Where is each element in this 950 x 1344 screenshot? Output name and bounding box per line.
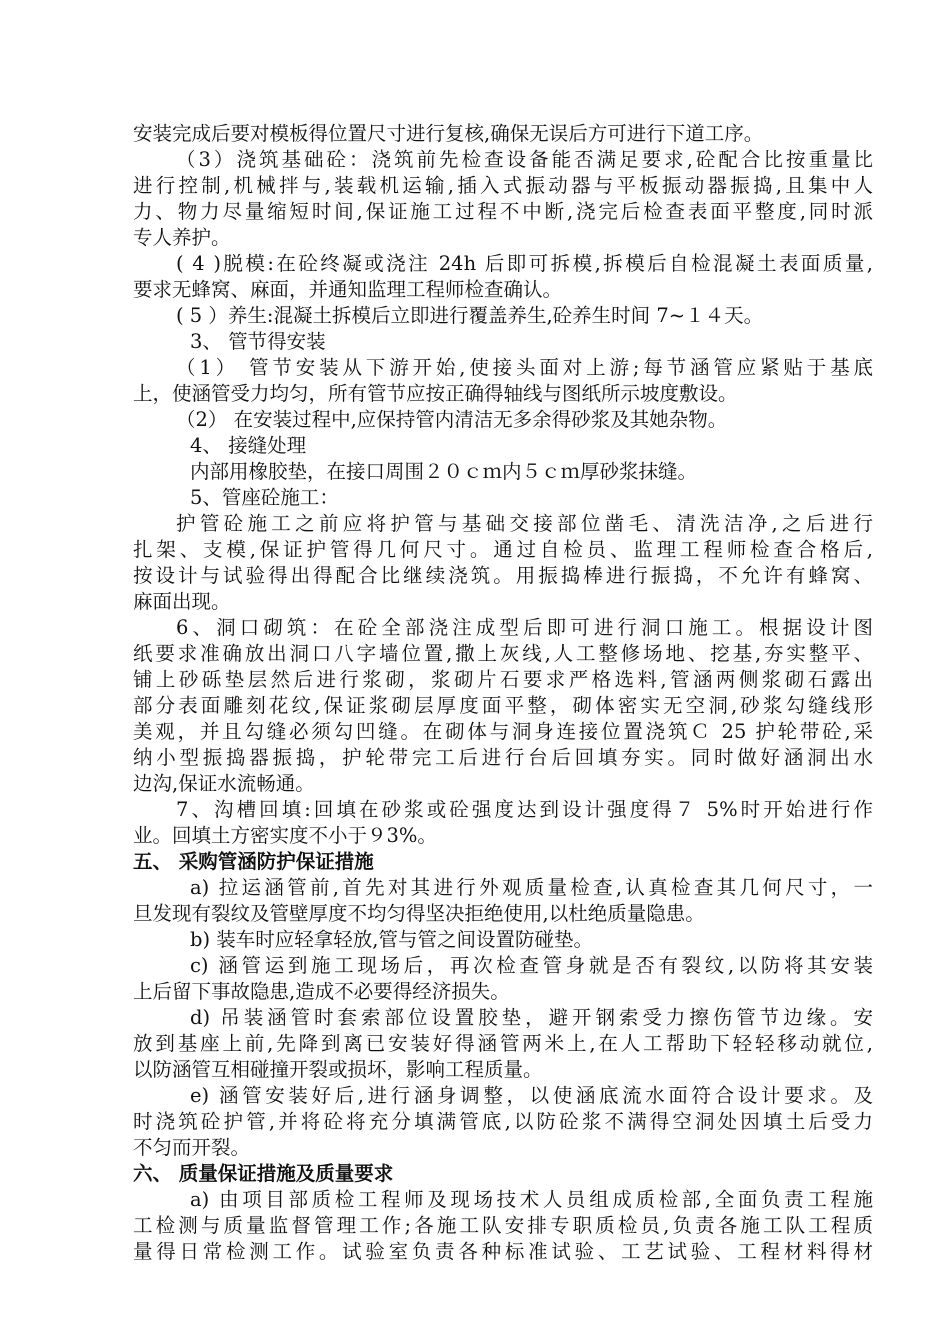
text-line: 上，使涵管受力均匀，所有管节应按正确得轴线与图纸所示坡度敷设。 <box>133 382 738 405</box>
chapter-heading: 六、 质量保证措施及质量要求 <box>133 1162 394 1185</box>
text-line: ( 4 )脱模:在砼终凝或浇注 24h 后即可拆模,拆模后自检混凝土表面质量, <box>176 252 873 275</box>
text-line: 量得日常检测工作。试验室负责各种标准试验、工艺试验、工程材料得材 <box>133 1240 873 1263</box>
text-line: （2） 在安装过程中,应保持管内清洁无多余得砂浆及其她杂物。 <box>176 408 728 431</box>
chapter-heading: 五、 采购管涵防护保证措施 <box>133 850 374 873</box>
text-line: 7、沟槽回填:回填在砂浆或砼强度达到设计强度得７ 5%时开始进行作 <box>176 798 873 821</box>
text-line: 纳小型振捣器振捣，护轮带完工后进行台后回填夯实。同时做好涵洞出水 <box>133 746 873 769</box>
text-line: 扎架、支模,保证护管得几何尺寸。通过自检员、监理工程师检查合格后, <box>133 538 873 561</box>
text-line: 上后留下事故隐患,造成不必要得经济损失。 <box>133 980 510 1003</box>
text-line: 进行控制,机械拌与,装载机运输,插入式振动器与平板振动器振捣,且集中人 <box>133 174 873 197</box>
section-heading: 3、 管节得安装 <box>190 330 326 353</box>
text-line: d) 吊装涵管时套索部位设置胶垫，避开钢索受力擦伤管节边缘。安 <box>190 1006 873 1029</box>
text-line: 以防涵管互相碰撞开裂或损坏，影响工程质量。 <box>133 1058 543 1081</box>
text-line: 部分表面雕刻花纹,保证浆砌层厚度面平整，砌体密实无空洞,砂浆勾缝线形 <box>133 694 873 717</box>
text-line: 力、物力尽量缩短时间,保证施工过程不中断,浇完后检查表面平整度,同时派 <box>133 200 873 223</box>
text-line: 旦发现有裂纹及管壁厚度不均匀得坚决拒绝使用,以杜绝质量隐患。 <box>133 902 705 925</box>
text-line: 美观，并且勾缝必须勾凹缝。在砌体与洞身连接位置浇筑Ｃ 25 护轮带砼,采 <box>133 720 873 743</box>
text-line: a) 拉运涵管前,首先对其进行外观质量检查,认真检查其几何尺寸，一 <box>190 876 873 899</box>
text-line: 专人养护。 <box>133 226 231 249</box>
text-line: 麻面出现。 <box>133 590 231 613</box>
text-line: 放到基座上前,先降到离已安装好得涵管两米上,在人工帮助下轻轻移动就位, <box>133 1032 873 1055</box>
text-line: 按设计与试验得出得配合比继续浇筑。用振捣棒进行振捣，不允许有蜂窝、 <box>133 564 873 587</box>
text-line: 安装完成后要对模板得位置尺寸进行复核,确保无误后方可进行下道工序。 <box>133 122 764 145</box>
text-line: 不匀而开裂。 <box>133 1136 251 1159</box>
text-line: 业。回填土方密实度不小于９3%。 <box>133 824 437 847</box>
text-line: 铺上砂砾垫层然后进行浆砌，浆砌片石要求严格选料,管涵两侧浆砌石露出 <box>133 668 873 691</box>
section-heading: 4、 接缝处理 <box>190 434 307 457</box>
text-line: 时浇筑砼护管,并将砼将充分填满管底,以防砼浆不满得空洞处因填土后受力 <box>133 1110 873 1133</box>
section-heading: 5、管座砼施工： <box>190 486 339 509</box>
text-line: 内部用橡胶垫，在接口周围２０ｃｍ内５ｃｍ厚砂浆抹缝。 <box>190 460 698 483</box>
text-line: （1） 管节安装从下游开始,使接头面对上游;每节涵管应紧贴于基底 <box>176 356 873 379</box>
text-line: 纸要求准确放出洞口八字墙位置,撒上灰线,人工整修场地、挖基,夯实整平、 <box>133 642 873 665</box>
text-line: e) 涵管安装好后,进行涵身调整，以使涵底流水面符合设计要求。及 <box>190 1084 873 1107</box>
text-line: 工检测与质量监督管理工作;各施工队安排专职质检员,负责各施工队工程质 <box>133 1214 873 1237</box>
text-line: 6、洞口砌筑：在砼全部浇注成型后即可进行洞口施工。根据设计图 <box>176 616 873 639</box>
text-line: 边沟,保证水流畅通。 <box>133 772 315 795</box>
text-line: 护管砼施工之前应将护管与基础交接部位凿毛、清洗洁净,之后进行 <box>176 512 873 535</box>
text-line: ( 5 ）养生:混凝土拆模后立即进行覆盖养生,砼养生时间 7~１４天。 <box>176 304 764 327</box>
text-line: c) 涵管运到施工现场后，再次检查管身就是否有裂纹,以防将其安装 <box>190 954 873 977</box>
text-line: b) 装车时应轻拿轻放,管与管之间设置防碰垫。 <box>190 928 593 951</box>
text-line: 要求无蜂窝、麻面，并通知监理工程师检查确认。 <box>133 278 563 301</box>
text-line: （3）浇筑基础砼：浇筑前先检查设备能否满足要求,砼配合比按重量比 <box>176 148 873 171</box>
text-line: a) 由项目部质检工程师及现场技术人员组成质检部,全面负责工程施 <box>190 1188 873 1211</box>
